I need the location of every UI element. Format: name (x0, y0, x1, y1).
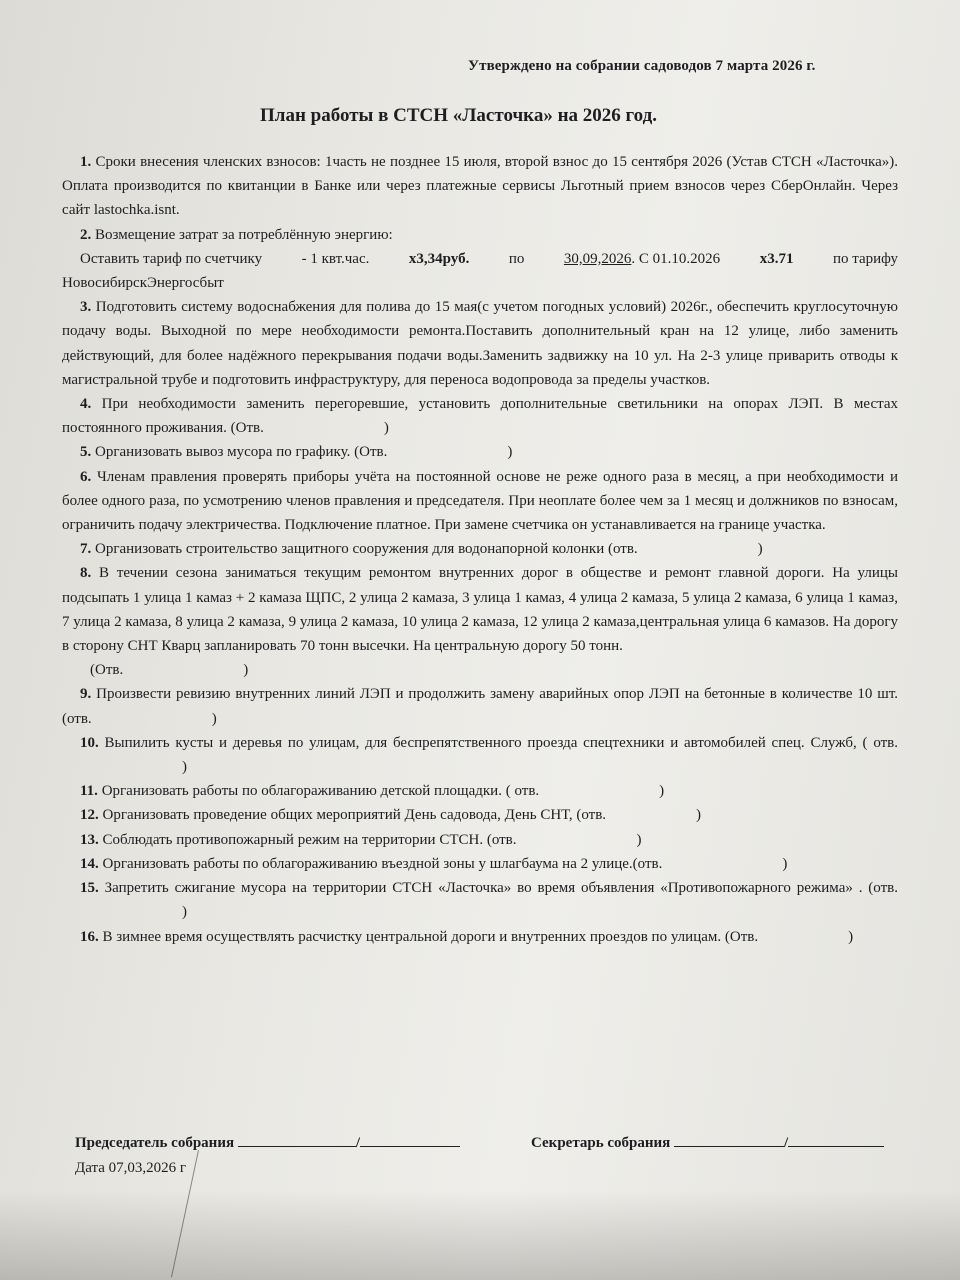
plan-item-5: 5. Организовать вывоз мусора по графику. (Отв. ) (80, 444, 513, 461)
item-text: Членам правления проверять приборы учёта на постоянной основе не реже одного раза в месяц, а при необходимости и более одного раза, по усмотрению членов правления и председателя. При неоплате более чем за 1 месяц и должников по взносам, ограничить подачу электричества. Подключение платное. При замене счетчика он устанавливается на границе участка. (62, 468, 899, 534)
tariff-line: Оставить тариф по счетчику - 1 квт.час. х3,34руб. по 30,09,2026. С 01.10.2026 х3.71 по тарифу (62, 247, 898, 271)
item-text: В зимнее время осуществлять расчистку центральной дороги и внутренних проездов по улицам. (Отв. (102, 928, 759, 945)
plan-item-15: 15. Запретить сжигание мусора на территории СТСН «Ласточка» во время объявления «Противопожарного режима» . (отв.) (80, 880, 898, 921)
item-text: Организовать проведение общих мероприятий День садовода, День СНТ, (отв. (102, 807, 607, 824)
tariff-company: НовосибирскЭнергосбыт (62, 275, 224, 292)
plan-item-6: 6. Членам правления проверять приборы учёта на постоянной основе не реже одного раза в месяц, а при необходимости и более одного раза, по усмотрению членов правления и председателя. При неоплате более чем за 1 месяц и должников по взносам, ограничить подачу электричества. Подключение платное. При замене счетчика он устанавливается на границе участка. (62, 468, 899, 534)
plan-item-1: 1. Сроки внесения членских взносов: 1часть не позднее 15 июля, второй взнос до 15 сентября 2026 (Устав СТСН «Ласточка»). Оплата производится по квитанции в Банке или через платежные сервисы Льготный прием взносов через СберОнлайн. Через сайт lastochka.isnt. (62, 154, 898, 219)
item-text: Сроки внесения членских взносов: 1часть не позднее 15 июля, второй взнос до 15 сентября 2026 (Устав СТСН «Ласточка»). Оплата производится по квитанции в Банке или через платежные сервисы Льготный прием взносов через СберОнлайн. Через сайт lastochka.isnt. (62, 154, 898, 219)
plan-item-13: 13. Соблюдать противопожарный режим на территории СТСН. (отв. ) (80, 831, 642, 848)
plan-item-3: 3. Подготовить систему водоснабжения для полива до 15 мая(с учетом погодных условий) 2026г., обеспечить круглосуточную подачу воды. Выходной по мере необходимости ремонта.Поставить дополнительный кран на 12 улице, либо заменить действующий, для более надёжного перекрывания подачи воды.Заменить задвижку на 10 ул. На 2-3 улице приварить отводы к магистральной трубе и подготовить инфраструктуру, для переноса водопровода за пределы участков. (62, 299, 899, 388)
item-text: Соблюдать противопожарный режим на территории СТСН. (отв. (102, 831, 517, 848)
item-text: Запретить сжигание мусора на территории СТСН «Ласточка» во время объявления «Противопожарного режима» . (отв. (104, 880, 898, 897)
plan-item-4: 4. При необходимости заменить перегоревшие, установить дополнительные светильники на опорах ЛЭП. В местах постоянного проживания. (Отв. ) (62, 396, 898, 437)
tariff-date: 30,09,2026 (563, 250, 632, 267)
plan-item-2: 2. Возмещение затрат за потреблённую энергию: (80, 226, 393, 243)
item-text: Произвести ревизию внутренних линий ЛЭП и продолжить замену аварийных опор ЛЭП на бетонные в количестве 10 шт. (отв. (62, 686, 898, 727)
plan-item-14: 14. Организовать работы по облагораживанию въездной зоны у шлагбаума на 2 улице.(отв. ) (80, 855, 788, 872)
document-title: План работы в СТСН «Ласточка» на 2026 год. (260, 105, 657, 126)
plan-item-7: 7. Организовать строительство защитного сооружения для водонапорной колонки (отв. ) (80, 541, 763, 558)
plan-item-11: 11. Организовать работы по облагораживанию детской площадки. ( отв. ) (80, 783, 665, 800)
item-text: Выпилить кусты и деревья по улицам, для беспрепятственного проезда спецтехники и автомобилей спец. Служб, ( отв. (104, 734, 899, 751)
approval-note: Утверждено на собрании садоводов 7 марта 2026 г. (468, 58, 816, 74)
plan-item-10: 10. Выпилить кусты и деревья по улицам, для беспрепятственного проезда спецтехники и автомобилей спец. Служб, ( отв.) (80, 734, 899, 776)
document-date: Дата 07,03,2026 г (75, 1160, 187, 1176)
item-text: При необходимости заменить перегоревшие, установить дополнительные светильники на опорах ЛЭП. В местах постоянного проживания. (Отв. (62, 396, 898, 437)
plan-item-12: 12. Организовать проведение общих мероприятий День садовода, День СНТ, (отв. ) (80, 807, 702, 824)
plan-item-9: 9. Произвести ревизию внутренних линий ЛЭП и продолжить замену аварийных опор ЛЭП на бетонные в количестве 10 шт. (отв. ) (62, 686, 898, 727)
item-text: Подготовить систему водоснабжения для полива до 15 мая(с учетом погодных условий) 2026г., обеспечить круглосуточную подачу воды. Выходной по мере необходимости ремонта.Поставить дополнительный кран на 12 улице, либо заменить действующий, для более надёжного перекрывания подачи воды.Заменить задвижку на 10 ул. На 2-3 улице приварить отводы к магистральной трубе и подготовить инфраструктуру, для переноса водопровода за пределы участков. (62, 299, 899, 388)
item-text: Организовать работы по облагораживанию въездной зоны у шлагбаума на 2 улице.(отв. (102, 855, 663, 872)
item-text: В течении сезона заниматься текущим ремонтом внутренних дорог в обществе и ремонт главной дороги. На улицы подсыпать 1 улица 1 камаз + 2 камаза ЩПС, 2 улица 2 камаза, 3 улица 1 камаз, 4 улица 2 камаза, 5 улица 2 камаза, 6 улица 1 камаз, 7 улица 2 камаза, 8 улица 2 камаза, 9 улица 2 камаза, 10 улица 2 камаза, 12 улица 2 камаза,центральная улица 6 камазов. На дорогу в сторону СНТ Кварц запланировать 70 тонн высечки. На центральную дорогу 50 тонн. (62, 565, 899, 655)
page-shadow (0, 1190, 960, 1280)
plan-items (62, 150, 898, 949)
chair-signature: Председатель собрания / (75, 1132, 460, 1152)
tariff-price-2: х3.71 (759, 250, 794, 267)
item-text: Возмещение затрат за потреблённую энергию: (95, 226, 393, 243)
item-text: Организовать вывоз мусора по графику. (Отв. (95, 444, 388, 461)
tariff-price-1: х3,34руб. (408, 250, 470, 267)
plan-item-16: 16. В зимнее время осуществлять расчистку центральной дороги и внутренних проездов по улицам. (Отв. ) (80, 928, 854, 945)
secretary-signature: Секретарь собрания / (531, 1132, 884, 1152)
plan-item-8: 8. В течении сезона заниматься текущим ремонтом внутренних дорог в обществе и ремонт главной дороги. На улицы подсыпать 1 улица 1 камаз + 2 камаза ЩПС, 2 улица 2 камаза, 3 улица 1 камаз, 4 улица 2 камаза, 5 улица 2 камаза, 6 улица 1 камаз, 7 улица 2 камаза, 8 улица 2 камаза, 9 улица 2 камаза, 10 улица 2 камаза, 12 улица 2 камаза,центральная улица 6 камазов. На дорогу в сторону СНТ Кварц запланировать 70 тонн высечки. На центральную дорогу 50 тонн. (62, 565, 899, 655)
item-text: Организовать строительство защитного сооружения для водонапорной колонки (отв. (95, 541, 638, 558)
item-text: Организовать работы по облагораживанию детской площадки. ( отв. (101, 783, 540, 800)
plan-item-8-responsible: (Отв. ) (90, 662, 249, 679)
